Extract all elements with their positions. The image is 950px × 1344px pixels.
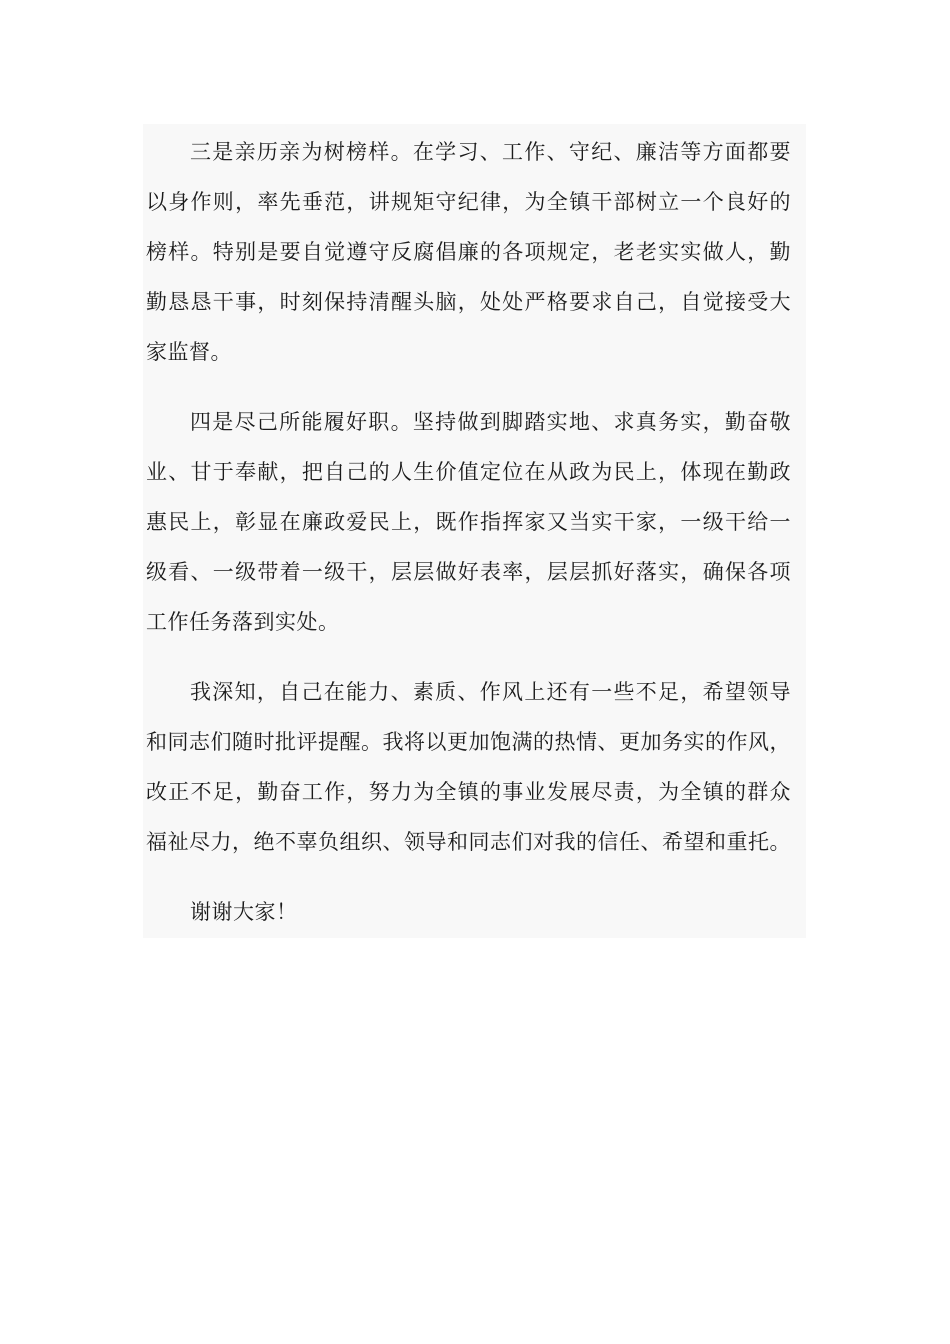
paragraph-line: 改正不足，勤奋工作，努力为全镇的事业发展尽责，为全镇的群众	[146, 780, 791, 804]
paragraph-closing	[143, 887, 806, 937]
paragraph-line: 福祉尽力，绝不辜负组织、领导和同志们对我的信任、希望和重托。	[146, 830, 791, 854]
paragraph-1	[143, 127, 806, 377]
paragraph-line: 勤恳恳干事，时刻保持清醒头脑，处处严格要求自己，自觉接受大	[146, 290, 791, 314]
paragraph-line: 惠民上，彰显在廉政爱民上，既作指挥家又当实干家，一级干给一	[146, 510, 791, 534]
text-block	[143, 124, 806, 938]
paragraph-line: 榜样。特别是要自觉遵守反腐倡廉的各项规定，老老实实做人，勤	[146, 240, 791, 264]
paragraph-line: 级看、一级带着一级干，层层做好表率，层层抓好落实，确保各项	[146, 560, 791, 584]
paragraph-3	[143, 667, 806, 867]
paragraph-line: 我深知，自己在能力、素质、作风上还有一些不足，希望领导	[190, 680, 791, 704]
paragraph-line: 四是尽己所能履好职。坚持做到脚踏实地、求真务实，勤奋敬	[190, 410, 791, 434]
closing-line: 谢谢大家！	[190, 900, 298, 924]
paragraph-line: 和同志们随时批评提醒。我将以更加饱满的热情、更加务实的作风，	[146, 730, 791, 754]
paragraph-line: 家监督。	[146, 340, 232, 364]
paragraph-2	[143, 397, 806, 647]
paragraph-line: 业、甘于奉献，把自己的人生价值定位在从政为民上，体现在勤政	[146, 460, 791, 484]
paragraph-line: 三是亲历亲为树榜样。在学习、工作、守纪、廉洁等方面都要	[190, 140, 791, 164]
paragraph-line: 工作任务落到实处。	[146, 610, 340, 634]
paragraph-line: 以身作则，率先垂范，讲规矩守纪律，为全镇干部树立一个良好的	[146, 190, 791, 214]
